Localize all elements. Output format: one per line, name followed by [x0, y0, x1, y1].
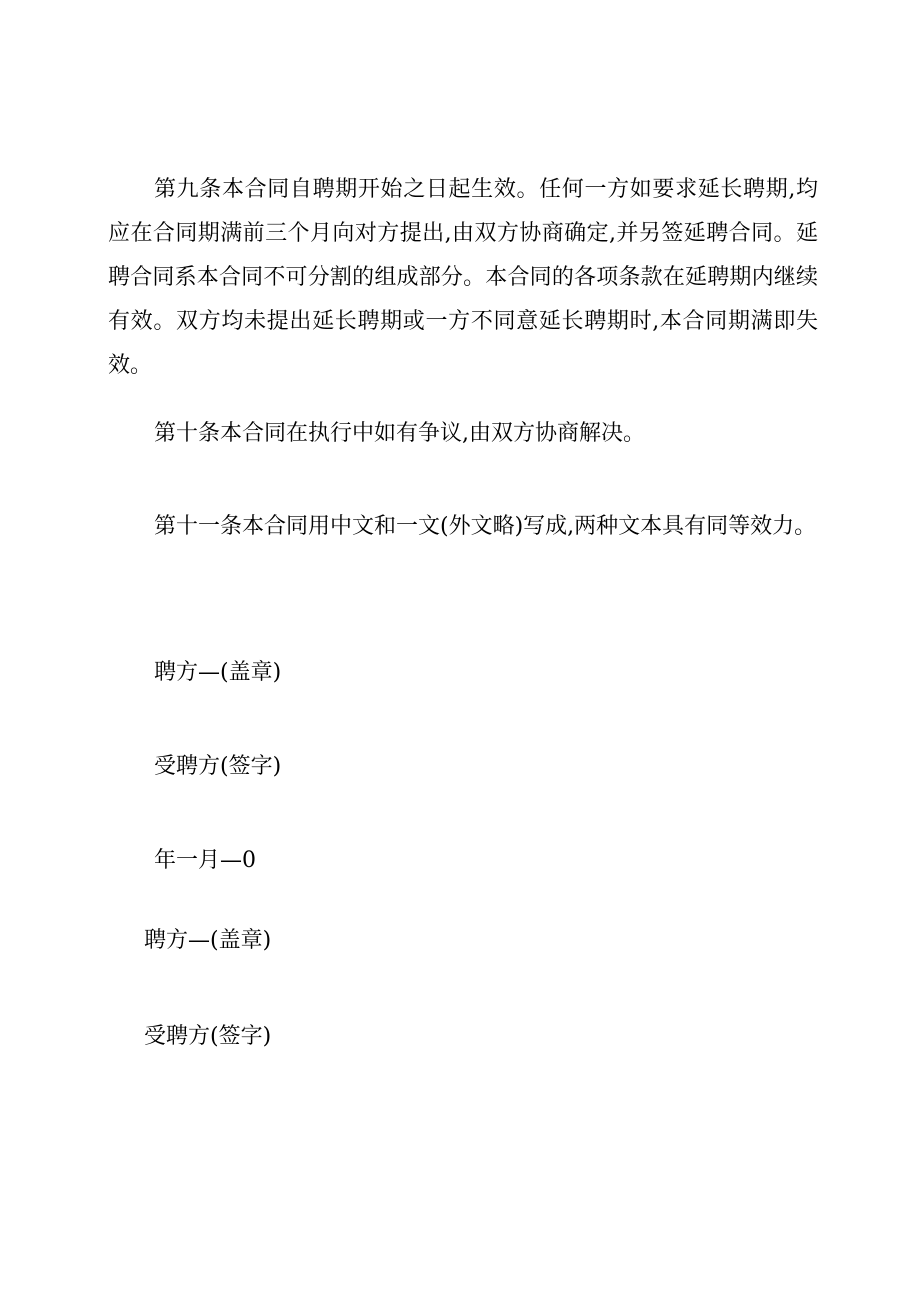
employer-seal-line: 聘方—(盖章) — [154, 660, 282, 685]
article-10-paragraph: 第十条本合同在执行中如有争议,由双方协商解决。 — [154, 421, 645, 446]
article-11-paragraph: 第十一条本合同用中文和一文(外文略)写成,两种文本具有同等效力。 — [154, 514, 817, 539]
employer-seal-line-2: 聘方—(盖章) — [144, 928, 272, 953]
employee-signature-line-2: 受聘方(签字) — [144, 1024, 272, 1049]
employee-signature-line: 受聘方(签字) — [154, 754, 282, 779]
date-line: 年一月—0 — [154, 848, 256, 873]
article-9-paragraph: 第九条本合同自聘期开始之日起生效。任何一方如要求延长聘期,均应在合同期满前三个月向对方提出,由双方协商确定,并另签延聘合同。延聘合同系本合同不可分割的组成部分。本合同的各项条款在延聘期内继续有效。双方均未提出延长聘期或一方不同意延长聘期时,本合同期满即失效。 — [108, 177, 818, 378]
